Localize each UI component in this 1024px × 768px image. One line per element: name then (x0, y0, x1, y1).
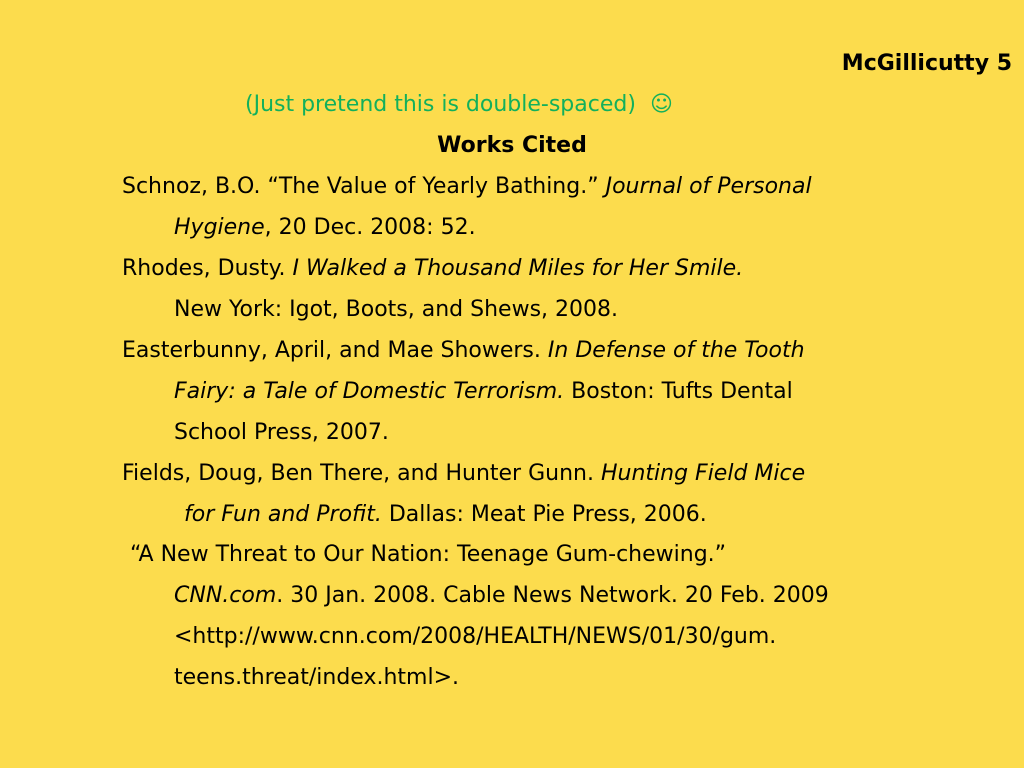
citation-entry-first-line (122, 254, 743, 284)
citation-text: Dallas: Meat Pie Press, 2006. (381, 502, 707, 527)
spacing-note (245, 90, 673, 120)
citation-text: Easterbunny, April, and Mae Showers. (122, 338, 548, 363)
citation-italic-text: I Walked a Thousand Miles for Her Smile. (292, 256, 744, 281)
citation-text: School Press, 2007. (174, 420, 389, 445)
citation-entry-first-line (122, 459, 805, 489)
citation-entry-continuation-line (174, 581, 829, 611)
citation-entry-first-line (122, 336, 805, 366)
citation-text: Schnoz, B.O. “The Value of Yearly Bathing.” (122, 174, 606, 199)
citation-text: New York: Igot, Boots, and Shews, 2008. (174, 297, 619, 322)
citation-italic-text: CNN.com (174, 583, 277, 608)
citation-text: , 20 Dec. 2008: 52. (264, 215, 476, 240)
citation-text: “A New Threat to Our Nation: Teenage Gum-chewing.” (130, 542, 727, 567)
citation-entry-continuation-line (184, 500, 707, 530)
citation-text: <http://www.cnn.com/2008/HEALTH/NEWS/01/30/gum. (174, 624, 777, 649)
citation-italic-text: Hunting Field Mice (600, 461, 806, 486)
citation-entry-continuation-line (174, 663, 459, 693)
citation-italic-text: Journal of Personal (605, 174, 812, 199)
citation-italic-text: In Defense of the Tooth (547, 338, 805, 363)
citation-entry-first-line (122, 172, 812, 202)
citation-entry-continuation-line (174, 213, 476, 243)
citation-entry-continuation-line (174, 295, 618, 325)
citation-entry-continuation-line (174, 377, 793, 407)
citation-text: Fields, Doug, Ben There, and Hunter Gunn. (122, 461, 601, 486)
citation-italic-text: for Fun and Profit. (184, 502, 382, 527)
author-page-header: McGillicutty 5 (841, 51, 1012, 76)
citation-italic-text: Hygiene (174, 215, 265, 240)
citation-text: Rhodes, Dusty. (122, 256, 293, 281)
citation-italic-text: Fairy: a Tale of Domestic Terrorism. (174, 379, 565, 404)
smiley-icon: ☺ (649, 92, 673, 117)
works-cited-title: Works Cited (437, 133, 587, 158)
citation-entry-continuation-line (174, 418, 389, 448)
citation-entry-first-line (130, 540, 726, 570)
citation-entry-continuation-line (174, 622, 776, 652)
citation-text: . 30 Jan. 2008. Cable News Network. 20 Feb. 2009 (276, 583, 829, 608)
citation-text: teens.threat/index.html>. (174, 665, 460, 690)
citation-text: Boston: Tufts Dental (564, 379, 793, 404)
spacing-note-text: (Just pretend this is double-spaced) (245, 92, 636, 117)
